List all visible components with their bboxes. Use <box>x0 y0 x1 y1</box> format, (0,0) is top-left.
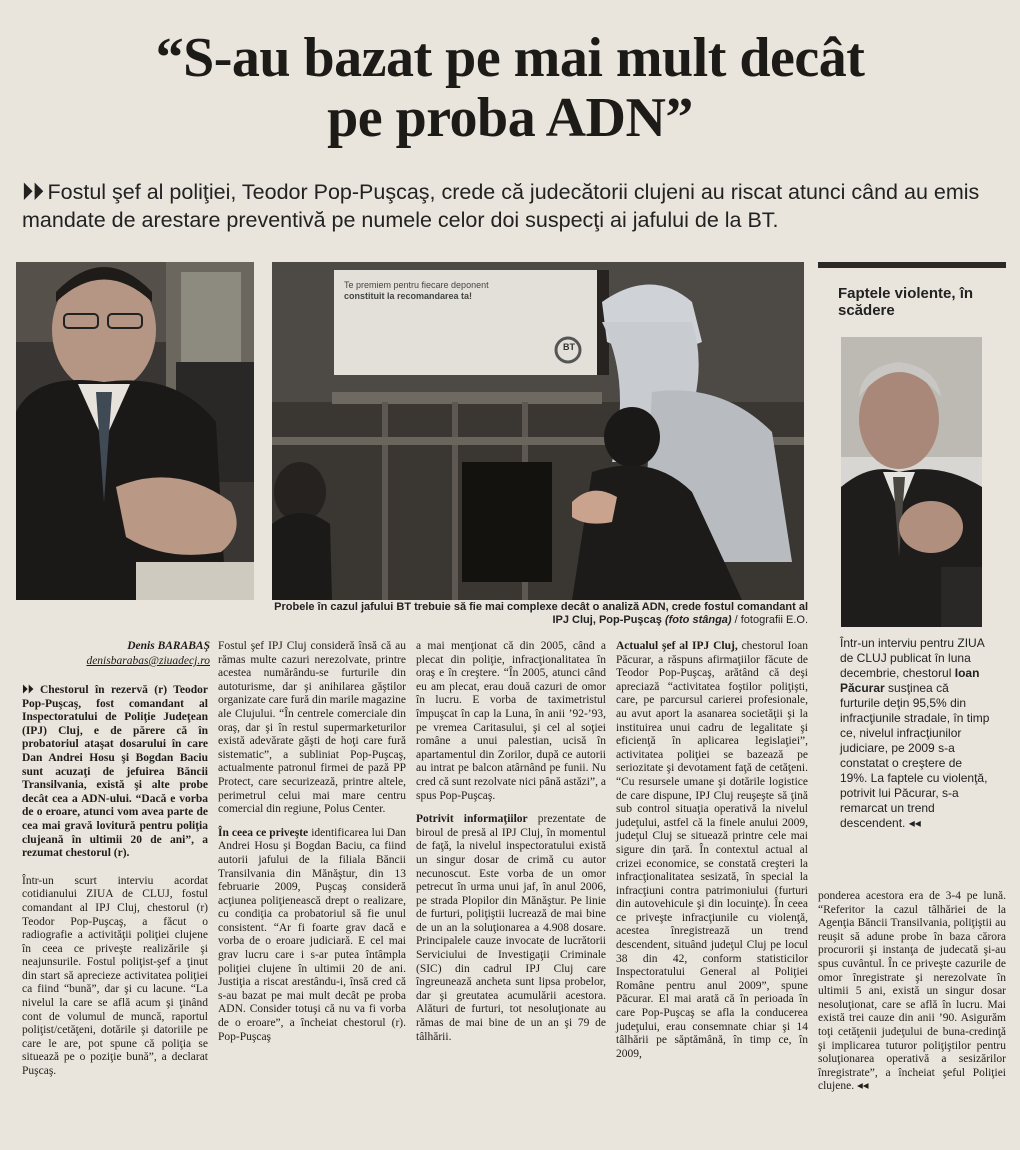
sidebar-rule <box>818 262 1006 268</box>
bank-sign-line-1: Te premiem pentru fiecare deponent <box>344 280 489 290</box>
headline-line-1: “S-au bazat pe mai mult decât <box>155 27 865 89</box>
paragraph-body: ponderea acestora era de 3-4 pe lună. “Referitor la cazul tâlhăriei de la Agenţia Băncii Transilvania, poliţiştii au reuşit să adune probe în baza cărora procurorii şi instanţa de judecată şi-au spus cuvântul. În ce priveşte cazurile de omor înregistrate şi nerezolvate în ultimii 5 ani, există un singur dosar nesoluţionat, care se află în lucru. Mai există trei cauze din anii ’90. Asigurăm toţi cetăţenii judeţului de buna-credinţă şi implicarea tuturor poliţiştilor pentru soluţionarea operativă a sesizărilor înregistrate”, a încheiat şeful Poliţiei clujene. <box>818 890 1006 1093</box>
article-paragraph: a mai menţionat că din 2005, când a plecat din poliţie, infracţionalitatea în oraş e în creştere. “În 2005, atunci când eu am plecat, erau două cazuri de omor în lucru. E vorba de taximetristul împuşcat în cap la Luna, în anii ’92-’93, pe vremea Caritasului, şi cel al soţiei române a unui palestian, ucisă în apartamentul din Zorilor, după ce autorii au intrat pe balcon atârnând pe funii. Nu cred că sunt rezolvate nici până astăzi”, a spus Pop-Puşcaş. <box>416 640 606 802</box>
article-column-2 <box>218 640 406 1050</box>
headline-line-2: pe proba ADN” <box>327 87 693 149</box>
end-mark-icon: ◂◂ <box>854 1080 869 1093</box>
sidebar-text-after: susţinea că furturile deţin 95,5% din infracţiunile stradale, în timp ce, nivelul infracţiunilor judiciare, pe 2009 s-a constatat o creştere de 19%. La faptele cu violenţă, potrivit lui Păcurar, s-a remarcat un trend descendent. <box>840 681 990 830</box>
double-arrow-icon: ⏵⏵ <box>22 180 44 204</box>
lead-text: Fostul şef al poliţiei, Teodor Pop-Puşcaş, crede că judecătorii clujeni au riscat atunci când au emis mandate de arestare preventivă pe numele celor doi suspecţi ai jafului de la BT. <box>22 180 980 232</box>
bank-scene-illustration <box>272 262 804 600</box>
sidebar-name: Ioan Păcurar <box>840 666 980 695</box>
article-column-4 <box>616 640 808 1067</box>
paragraph-lead: Actualul şef al IPJ Cluj, <box>616 640 738 652</box>
end-mark-icon: ◂◂ <box>905 816 921 830</box>
article-paragraph: Într-un scurt interviu acordat cotidianului ZIUA de CLUJ, fostul comandant al IPJ Cluj, chestorul (r) Teodor Pop-Puşcaş, a făcut o radiografie a activităţii poliţiei clujene în ceea ce priveşte realizările şi neajunsurile. Fostul poliţist-şef a ţinut din start să aprecieze activitatea poliţiei ca fiind “bună”, dar şi cu lacune. “La nivelul la care se află acum şi ţinând cont de volumul de muncă, raportul poliţist/cetăţeni, dotările şi datoriile pe care le are, pot spune că poliţia se situează pe o poziţie bună”, a declarat Puşcaş. <box>22 874 208 1078</box>
caption-note: (foto stânga) <box>664 614 732 626</box>
author-name: Denis BARABAŞ <box>127 640 210 652</box>
article-column-5 <box>818 890 1006 1100</box>
author-email: denisbarabas@ziuadecj.ro <box>86 655 210 667</box>
pacurar-portrait-illustration <box>841 337 982 627</box>
article-intro: ⏵⏵ Chestorul în rezervă (r) Teodor Pop-Puşcaş, fost comandant al Inspectoratului de Poliţie Judeţean (IPJ) Cluj, e de părere că în probatoriul ataşat dosarului în care Dan Andrei Hosu şi Bogdan Baciu sunt acuzaţi de jefuirea Băncii Transilvania, există şi alte probe decât cea a ADN-ului. “Dacă e vorba de o eroare, atunci vom avea parte de cea mai gravă lovitură pentru poliţia clujeană în ultimii 20 de ani”, a rezumat chestorul (r). <box>22 684 208 860</box>
bank-sign <box>344 280 584 302</box>
bt-logo: BT <box>563 342 575 352</box>
sidebar-text <box>840 636 990 831</box>
lead-paragraph <box>22 178 1007 234</box>
portrait-illustration <box>16 262 254 600</box>
article-paragraph: Fostul şef IPJ Cluj consideră însă că au rămas multe cazuri nerezolvate, printre acestea numărându-se furturile din autoturisme, dar şi anihilarea găştilor organizate care fură din marile magazine ale Clujului. “În centrele comerciale din oraş, dar şi în restul supermarketurilor există adevărate găşti de hoţi care fură sistematic”, a subliniat Pop-Puşcaş, actualmente patronul firmei de pază PP Protect, care securizează, printre altele, perimetrul celui mai mare centru comercial din regiune, Polus Center. <box>218 640 406 816</box>
paragraph-body: chestorul Ioan Păcurar, a răspuns afirmaţiilor făcute de Teodor Pop-Puşcaş, arătând că deşi apreciază “activitatea foştilor poliţişti, care, pe parcursul carierei profesionale, au avut aport la asanarea societăţii şi la instituirea unui cadru de legalitate şi eficienţă în aplicarea legislaţiei”, activitatea poliţiei se bazează pe seriozitate şi devotament faţă de cetăţeni. “Cu resursele umane şi dotările logistice de care dispune, IPJ Cluj reuşeşte să ţină sub control situaţia operativă la nivelul judeţului, astfel că la finele anului 2009, judeţul Cluj se situează printre cele mai sigure din ţară. În contextul actual al crizei economice, se constată creşteri la infracţionalitatea sesizată, în special la infracţiuni contra patrimoniului (furturi din autovehicule şi din locuinţe). În ceea ce priveşte infracţiunile cu violenţă, acestea înregistrează un trend descendent, situând judeţul Cluj pe locul 38 din 42, conform statisticilor Inspectoratului General al Poliţiei Române pentru anul 2009”, spune Păcurar. El mai arată că în perioada în care Pop-Puşcaş se afla la conducerea judeţului, erau consemnate chiar şi 14 tâlhării pe săptămână, în timp ce, în 2009, <box>616 640 808 1060</box>
sidebar-title: Faptele violente, în scădere <box>838 285 974 319</box>
caption-text: Probele în cazul jafului BT trebuie să fie mai complexe decât o analiză ADN, crede fostul comandant al IPJ Cluj, Pop-Puşcaş <box>274 601 808 626</box>
photo-caption <box>272 601 808 627</box>
paragraph-body: identificarea lui Dan Andrei Hosu şi Bogdan Baciu, ca fiind autorii jafului de la filiala Băncii Transilvania din Mănăştur, din 13 februarie 2009, Puşcaş consideră acţiunea poliţienească drept o realizare, cu condiţia ca probatoriul să fie unul consistent. “Ar fi foarte grav dacă e vorba de o eroare judiciară. E cel mai grav lucru care i s-ar putea întâmpla poliţiei clujene în ultimii 20 de ani. Justiţia a riscat arestându-i, însă cred că s-au bazat pe mai mult decât pe proba ADN. Consider totuşi că nu va fi vorba de o eroare”, a încheiat chestorul (r). Pop-Puşcaş <box>218 826 406 1043</box>
article-paragraph <box>218 827 406 1045</box>
byline <box>22 639 210 669</box>
paragraph-body: prezentate de biroul de presă al IPJ Cluj, în momentul de faţă, la nivelul inspectoratului există un singur dosar de crimă cu autor necunoscut. Este vorba de un omor petrecut în urma unui jaf, în anul 2006, pe strada Plopilor din Mănăştur. Pe linie de furturi, poliţiştii lucrează de mai bine de un an la soluţionarea a 4.908 dosare. Principalele cauze invocate de lucrătorii Serviciului de Investigaţii Criminale (SIC) din cadrul IPJ Cluj care îngreunează ancheta sunt lipsa probelor, dar şi greutatea acumulării acestora. Alături de furturi, tot nesoluţionate au rămas de mai bine de un an şi 79 de tâlhării. <box>416 813 606 1043</box>
paragraph-lead: Potrivit informaţiilor <box>416 813 528 826</box>
photo-bank-scene <box>272 262 804 600</box>
paragraph-lead: În ceea ce priveşte <box>218 826 309 839</box>
article-paragraph <box>616 640 808 1061</box>
photo-pop-puscas <box>16 262 254 600</box>
caption-credit: / fotografii E.O. <box>731 614 808 626</box>
article-paragraph <box>818 890 1006 1094</box>
headline <box>20 28 1000 148</box>
photo-ioan-pacurar <box>841 337 982 627</box>
article-column-1 <box>22 684 208 1085</box>
article-paragraph <box>416 813 606 1044</box>
article-column-3 <box>416 640 606 1050</box>
sidebar-text-before: Într-un interviu pentru ZIUA de CLUJ publicat în luna decembrie, chestorul <box>840 636 985 680</box>
bank-sign-line-2: constituit la recomandarea ta! <box>344 291 473 301</box>
